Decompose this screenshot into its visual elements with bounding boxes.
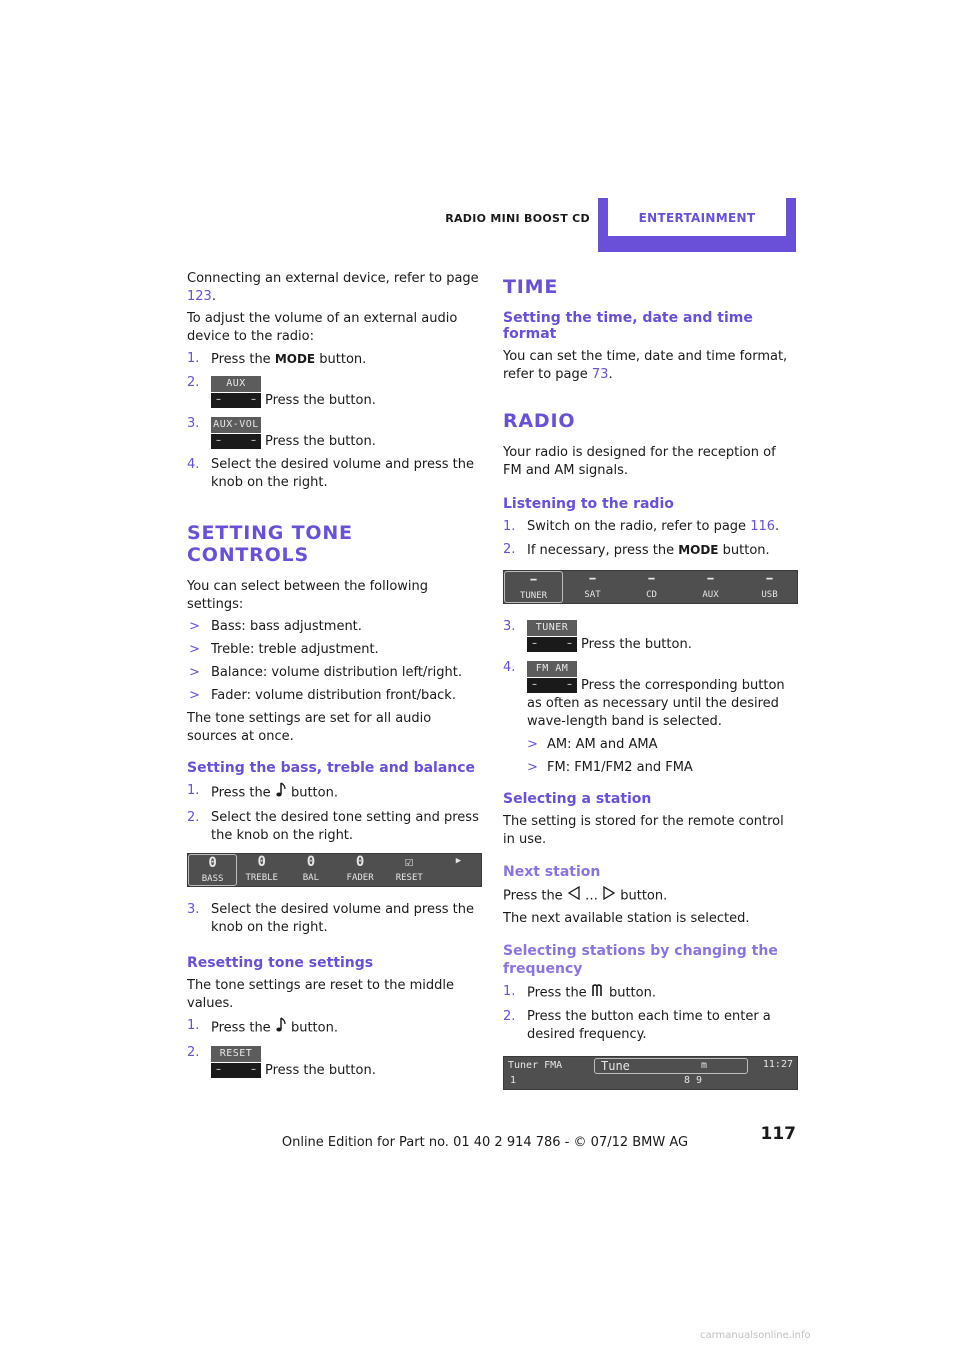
freq-step-2: 2. Press the button each time to enter a desired frequency. bbox=[503, 1009, 771, 1042]
right-column bbox=[503, 270, 798, 1104]
tone-note: The tone settings are set for all audio sources at once. bbox=[187, 711, 432, 744]
tone-cell-▶: ▶ bbox=[455, 856, 462, 866]
page-number: 117 bbox=[760, 1124, 796, 1144]
next-station-result: The next available station is selected. bbox=[503, 911, 750, 926]
tone-display-strip bbox=[187, 853, 482, 887]
music-note-icon bbox=[275, 782, 287, 804]
intro-paragraph: Connecting an external device, refer to page 123. bbox=[187, 271, 479, 304]
tune-display-strip bbox=[503, 1056, 798, 1090]
source-cell-tuner: ━ TUNER bbox=[504, 571, 563, 603]
page-link-123[interactable]: 123 bbox=[187, 289, 212, 304]
band-step-3: 3. TUNER – – Press the button. bbox=[503, 619, 692, 652]
tone-cell-reset: ☑ RESET bbox=[395, 854, 423, 883]
bass-step-2: 2. Select the desired tone setting and press the knob on the right. bbox=[187, 810, 479, 843]
music-note-icon bbox=[275, 1017, 287, 1039]
bullet-bass: > Bass: bass adjustment. bbox=[189, 619, 362, 634]
listen-heading: Listening to the radio bbox=[503, 496, 674, 512]
source-cell-sat: ━ SAT bbox=[584, 574, 601, 600]
seek-forward-icon bbox=[602, 886, 616, 906]
source-cell-cd: ━ CD bbox=[646, 574, 657, 600]
tone-cell-fader: 0 FADER bbox=[346, 854, 374, 883]
tune-mode-box: Tune m bbox=[594, 1058, 748, 1074]
page-link-116[interactable]: 116 bbox=[750, 519, 776, 534]
step-3: 3. AUX-VOL – – Press the button. bbox=[187, 416, 376, 449]
tone-heading: SETTING TONE CONTROLS bbox=[187, 522, 353, 566]
bullet-fm: > FM: FM1/FM2 and FMA bbox=[527, 760, 693, 775]
reset-step-2: 2. RESET – – Press the button. bbox=[187, 1045, 376, 1078]
step-1: 1. Press the MODE button. bbox=[187, 351, 367, 367]
radio-paragraph: Your radio is designed for the reception of FM and AM signals. bbox=[503, 445, 776, 478]
page-link-73[interactable]: 73 bbox=[591, 367, 609, 382]
listen-step-1: 1. Switch on the radio, refer to page 116. bbox=[503, 519, 780, 534]
preset-right: 8 9 bbox=[684, 1075, 703, 1086]
band-step-4: 4. FM AM – – Press the corresponding button as often as necessary until the desired wave-length band is selected. bbox=[503, 660, 785, 729]
lcd-aux-vol: AUX-VOL bbox=[211, 417, 261, 433]
frequency-heading: Selecting stations by changing the frequency bbox=[503, 943, 778, 977]
bullet-am: > AM: AM and AMA bbox=[527, 737, 658, 752]
bass-step-1: 1. Press the button. bbox=[187, 782, 482, 804]
next-station-paragraph: Press the … button. bbox=[503, 886, 798, 906]
lcd-tuner: TUNER bbox=[527, 620, 577, 636]
chapter-title: ENTERTAINMENT bbox=[608, 198, 786, 236]
bullet-fader: > Fader: volume distribution front/back. bbox=[189, 688, 456, 703]
watermark: carmanualsonline.info bbox=[700, 1330, 811, 1341]
time-subheading: Setting the time, date and time format bbox=[503, 310, 753, 342]
tone-cell-bass: 0 BASS bbox=[188, 854, 237, 886]
display-button[interactable]: – – bbox=[527, 678, 577, 693]
source-cell-usb: ━ USB bbox=[761, 574, 778, 600]
step-4: 4. Select the desired volume and press the knob on the right. bbox=[187, 457, 474, 490]
bullet-treble: > Treble: treble adjustment. bbox=[189, 642, 379, 657]
tone-cell-bal: 0 BAL bbox=[302, 854, 320, 883]
reset-step-1: 1. Press the button. bbox=[187, 1017, 482, 1039]
step-2: 2. AUX – – Press the button. bbox=[187, 375, 376, 408]
reset-heading: Resetting tone settings bbox=[187, 955, 374, 971]
edition-footer: Online Edition for Part no. 01 40 2 914 786 - © 07/12 BMW AG bbox=[281, 1135, 689, 1150]
lcd-aux: AUX bbox=[211, 376, 261, 392]
reset-intro: The tone settings are reset to the middle values. bbox=[187, 978, 454, 1011]
left-column bbox=[187, 270, 482, 1085]
display-button[interactable]: – – bbox=[211, 393, 261, 408]
display-button[interactable]: – – bbox=[211, 434, 261, 449]
chapter-tab bbox=[598, 198, 796, 252]
radio-heading: RADIO bbox=[503, 410, 576, 432]
tone-intro: You can select between the following settings: bbox=[187, 579, 429, 612]
listen-step-2: 2. If necessary, press the MODE button. bbox=[503, 542, 770, 558]
time-heading: TIME bbox=[503, 276, 559, 298]
tone-cell-treble: 0 TREBLE bbox=[245, 854, 278, 883]
manual-tune-icon bbox=[591, 983, 605, 1003]
lcd-reset: RESET bbox=[211, 1046, 261, 1062]
tuner-band-label: Tuner FMA bbox=[508, 1060, 563, 1071]
next-station-heading: Next station bbox=[503, 864, 601, 880]
source-display-strip bbox=[503, 570, 798, 604]
adjust-paragraph: To adjust the volume of an external audio device to the radio: bbox=[187, 311, 458, 344]
bass-heading: Setting the bass, treble and balance bbox=[187, 760, 476, 776]
preset-left: 1 bbox=[510, 1075, 517, 1086]
clock: 11:27 bbox=[762, 1059, 793, 1070]
bullet-balance: > Balance: volume distribution left/right. bbox=[189, 665, 462, 680]
source-cell-aux: ━ AUX bbox=[702, 574, 719, 600]
section-title: RADIO MINI BOOST CD bbox=[445, 212, 590, 225]
station-paragraph: The setting is stored for the remote control in use. bbox=[503, 814, 784, 847]
freq-step-1: 1. Press the button. bbox=[503, 983, 798, 1003]
display-button[interactable]: – – bbox=[527, 637, 577, 652]
display-button[interactable]: – – bbox=[211, 1063, 261, 1078]
station-heading: Selecting a station bbox=[503, 791, 652, 807]
lcd-fm-am: FM AM bbox=[527, 661, 577, 677]
seek-back-icon bbox=[567, 886, 581, 906]
bass-step-3: 3. Select the desired volume and press the knob on the right. bbox=[187, 902, 474, 935]
time-paragraph: You can set the time, date and time format, refer to page 73. bbox=[503, 349, 788, 382]
